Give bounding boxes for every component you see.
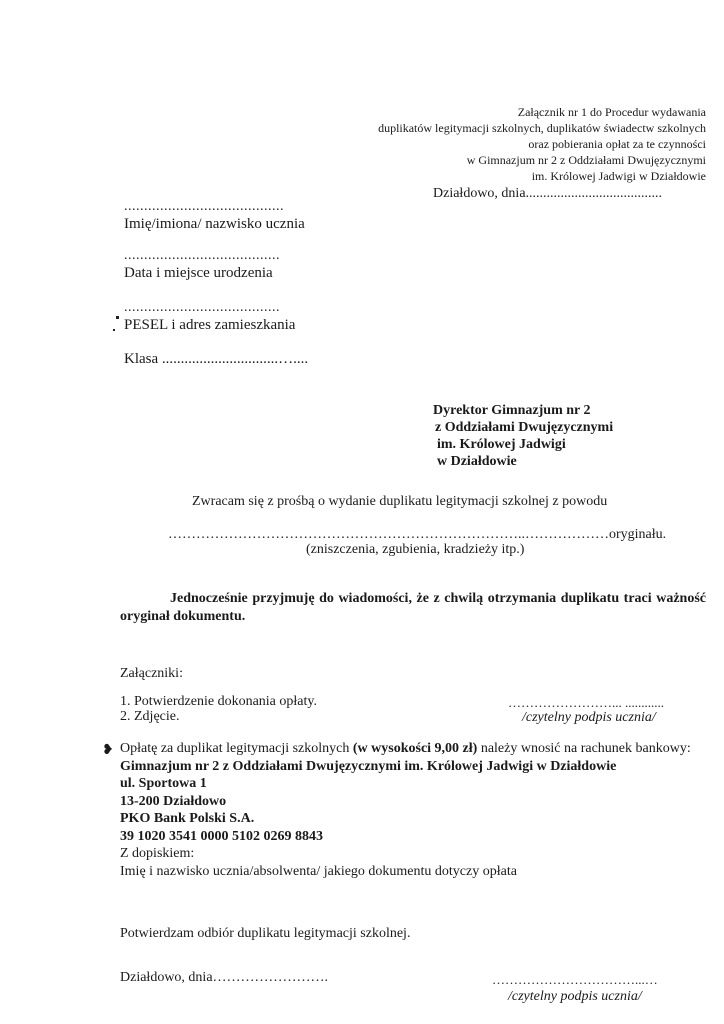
attachments-list — [120, 694, 317, 724]
annex-line: w Gimnazjum nr 2 z Oddziałami Dwujęzycznymi — [466, 153, 706, 167]
addressee-line: w Działdowie — [437, 454, 517, 469]
request-text: Zwracam się z prośbą o wydanie duplikatu legitymacji szkolnej z powodu — [192, 494, 608, 509]
annex-header — [378, 104, 706, 184]
confirmation-text: Potwierdzam odbiór duplikatu legitymacji szkolnej. — [120, 926, 411, 941]
payment-bank: PKO Bank Polski S.A. — [120, 811, 255, 826]
payment-note-label: Z dopiskiem: — [120, 846, 195, 861]
annex-line: Załącznik nr 1 do Procedur wydawania — [517, 105, 706, 119]
reason-hint: (zniszczenia, zgubienia, kradzieży itp.) — [306, 542, 525, 557]
annex-line: im. Królowej Jadwigi w Działdowie — [531, 169, 706, 183]
payment-city: 13-200 Działdowo — [120, 793, 227, 809]
signature-line-2: ……………………………...… — [492, 972, 658, 987]
payment-intro-text: należy wnosić na rachunek bankowy: — [477, 741, 691, 756]
addressee-line: Dyrektor Gimnazjum nr 2 — [433, 403, 591, 418]
birth-field-line: ....................................... — [124, 248, 280, 263]
name-field-line: ........................................ — [124, 199, 284, 214]
payment-intro — [120, 740, 691, 758]
scan-mark — [113, 329, 115, 331]
signature-line: ……………………... ............ — [508, 695, 664, 710]
addressee-line: z Oddziałami Dwujęzycznymi — [435, 420, 614, 435]
annex-line: oraz pobierania opłat za te czynności — [528, 137, 706, 151]
attachment-item: 1. Potwierdzenie dokonania opłaty. — [120, 694, 317, 709]
signature-label: /czytelny podpis ucznia/ — [522, 710, 656, 725]
addressee-block — [433, 402, 613, 470]
payment-intro-text: Opłatę za duplikat legitymacji szkolnych — [120, 741, 353, 756]
payment-account: 39 1020 3541 0000 5102 0269 8843 — [120, 828, 323, 844]
signature-label-2: /czytelny podpis ucznia/ — [508, 989, 642, 1004]
attachments-title: Załączniki: — [120, 666, 183, 681]
attachment-item: 2. Zdjęcie. — [120, 709, 180, 724]
acknowledgement-text: Jednocześnie przyjmuję do wiadomości, że z chwilą otrzymania duplikatu traci ważność oryginał dokumentu. — [120, 591, 706, 624]
class-field: Klasa ...............................….... — [124, 351, 309, 367]
birth-label: Data i miejsce urodzenia — [124, 265, 273, 281]
payment-recipient: Gimnazjum nr 2 z Oddziałami Dwujęzycznymi im. Królowej Jadwigi w Działdowie — [120, 758, 617, 774]
addressee-line: im. Królowej Jadwigi — [437, 437, 566, 452]
payment-note-text: Imię i nazwisko ucznia/absolwenta/ jakiego dokumentu dotyczy opłata — [120, 863, 517, 879]
pesel-label: PESEL i adres zamieszkania — [124, 317, 296, 333]
scan-mark — [116, 316, 119, 319]
date-place-field: Działdowo, dnia....................................... — [433, 186, 663, 201]
date-field-2: Działdowo, dnia……………………. — [120, 970, 329, 985]
pesel-field-line: ....................................... — [124, 300, 280, 315]
reason-field-line: …………………………………………………………………..………………oryginału. — [168, 527, 667, 542]
payment-street: ul. Sportowa 1 — [120, 776, 207, 791]
payment-amount: (w wysokości 9,00 zł) — [352, 741, 478, 756]
annex-line: duplikatów legitymacji szkolnych, duplikatów świadectw szkolnych — [378, 121, 706, 135]
name-label: Imię/imiona/ nazwisko ucznia — [124, 216, 305, 232]
payment-block — [120, 740, 691, 880]
bullet-mark: ❥ — [102, 743, 114, 758]
